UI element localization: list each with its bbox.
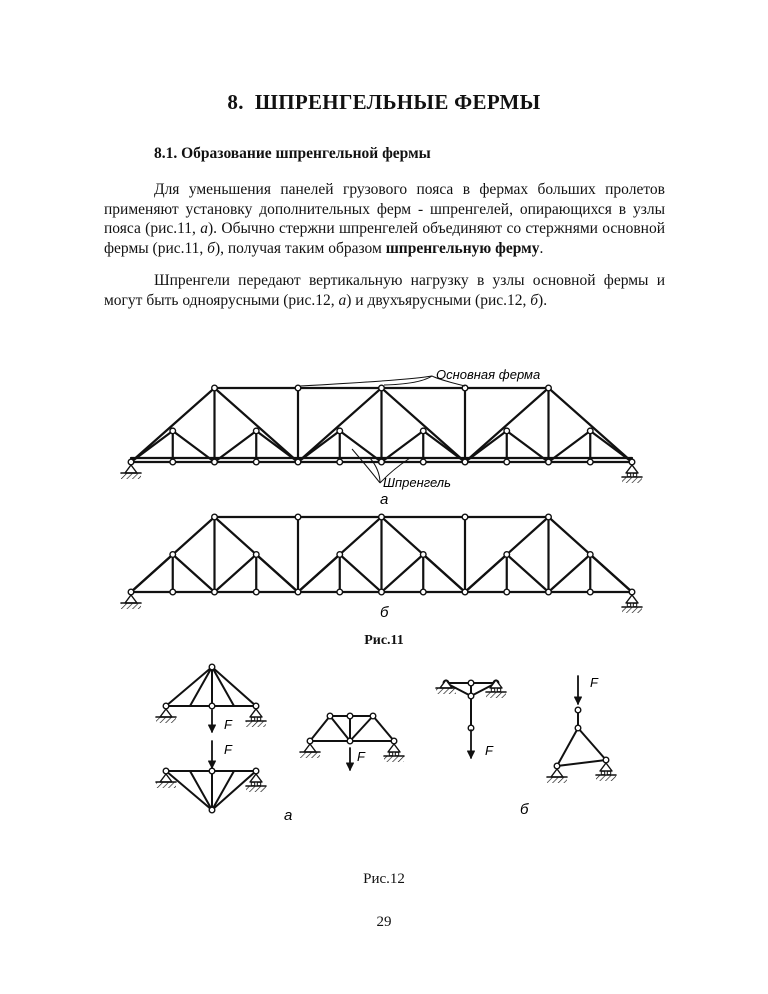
truss-node	[420, 552, 426, 558]
truss-node	[337, 589, 343, 595]
truss-member	[423, 555, 465, 593]
pin-support	[547, 769, 567, 783]
truss-member	[549, 555, 591, 593]
arrow-head	[468, 751, 475, 758]
truss-node	[587, 552, 593, 558]
subfig-11a-label: а	[380, 491, 389, 508]
arrow-head	[209, 761, 216, 768]
truss-member	[310, 716, 330, 741]
truss-member	[212, 771, 234, 810]
figure-12-drawing	[156, 664, 616, 813]
section-heading: 8.1. Образование шпренгельной фермы	[154, 145, 431, 162]
truss-node	[379, 385, 385, 391]
truss-member	[215, 555, 257, 593]
truss-node	[546, 514, 552, 520]
force-label-4: F	[485, 743, 493, 758]
truss-node	[554, 763, 560, 769]
truss-node	[212, 385, 218, 391]
truss-node	[379, 459, 385, 465]
truss-node	[347, 738, 353, 744]
subfig-12a-label: а	[284, 807, 293, 824]
subfig-11b-label: б	[380, 604, 389, 621]
truss-node	[253, 552, 259, 558]
truss-member	[330, 716, 350, 741]
truss-node	[170, 589, 176, 595]
figure-12-caption: Рис.12	[363, 871, 405, 887]
truss-node	[337, 552, 343, 558]
truss-node	[163, 703, 169, 709]
truss-node	[212, 589, 218, 595]
paragraph-2: Шпренгели передают вертикальную нагрузку в узлы основной фермы и могут быть одноярусными (рис.12, а) и двухъярусными (рис.12, б).	[104, 272, 665, 309]
arrow-head	[209, 725, 216, 732]
truss-node	[462, 589, 468, 595]
truss-node	[253, 703, 259, 709]
roller-support	[622, 595, 642, 613]
truss-node	[504, 552, 510, 558]
truss-node	[468, 693, 474, 699]
truss-node	[546, 589, 552, 595]
truss-node	[468, 680, 474, 686]
truss-member	[557, 728, 578, 766]
truss-node	[379, 514, 385, 520]
truss-node	[327, 713, 333, 719]
roller-support	[246, 709, 266, 727]
truss-member	[298, 555, 340, 593]
truss-node	[504, 428, 510, 434]
truss-member	[256, 555, 298, 593]
force-label-5: F	[590, 675, 598, 690]
label-sprengel: Шпренгель	[383, 475, 451, 490]
truss-node	[295, 589, 301, 595]
truss-node	[209, 768, 215, 774]
truss-node	[379, 589, 385, 595]
truss-node	[575, 707, 581, 713]
truss-node	[347, 713, 353, 719]
truss-member	[465, 555, 507, 593]
truss-node	[128, 459, 134, 465]
pin-support	[156, 709, 176, 723]
force-label-3: F	[357, 749, 365, 764]
truss-b	[121, 514, 642, 613]
truss-node	[337, 428, 343, 434]
truss-node	[253, 428, 259, 434]
truss-node	[546, 459, 552, 465]
truss-member	[190, 771, 212, 810]
roller-support	[622, 465, 642, 483]
truss-node	[307, 738, 313, 744]
truss-node	[587, 589, 593, 595]
figure-11-caption: Рис.11	[364, 633, 404, 648]
truss-node	[209, 703, 215, 709]
truss-node	[253, 589, 259, 595]
label-main-truss: Основная ферма	[436, 367, 541, 382]
truss-member	[350, 716, 373, 741]
pin-support	[121, 595, 141, 609]
pin-support	[121, 465, 141, 479]
truss-node	[420, 589, 426, 595]
truss-node	[337, 459, 343, 465]
truss-member	[557, 760, 606, 766]
truss-node	[209, 664, 215, 670]
truss-node	[170, 428, 176, 434]
truss-member	[173, 555, 215, 593]
truss-node	[170, 459, 176, 465]
roller-support	[596, 763, 616, 781]
truss-member	[590, 555, 632, 593]
truss-node	[420, 459, 426, 465]
truss-node	[546, 385, 552, 391]
truss-member	[373, 716, 394, 741]
truss-node	[587, 459, 593, 465]
force-label-2: F	[224, 742, 232, 757]
roller-support	[384, 744, 404, 762]
truss-node	[587, 428, 593, 434]
arrow-head	[575, 697, 582, 704]
truss-node	[209, 807, 215, 813]
truss-member	[131, 555, 173, 593]
force-label-1: F	[224, 717, 232, 732]
page-number: 29	[376, 914, 392, 930]
truss-node	[575, 725, 581, 731]
truss-node	[163, 768, 169, 774]
truss-member	[507, 555, 549, 593]
truss-member	[212, 667, 256, 706]
truss-member	[166, 667, 212, 706]
truss-node	[462, 514, 468, 520]
truss-node	[629, 459, 635, 465]
truss-node	[170, 552, 176, 558]
truss-node	[295, 385, 301, 391]
truss-node	[504, 589, 510, 595]
truss-node	[391, 738, 397, 744]
truss-node	[370, 713, 376, 719]
subfig-12b-label: б	[520, 801, 529, 818]
paragraph-1: Для уменьшения панелей грузового пояса в фермах больших пролетов применяют установку дополнительных ферм - шпренгелей, опирающихся в узлы пояса (рис.11, а). Обычно стержни шпренгелей объединяют со стержнями основной фермы (рис.11, б), получая таким образом шпренгельную ферму.	[104, 181, 665, 257]
truss-node	[504, 459, 510, 465]
truss-node	[295, 459, 301, 465]
truss-node	[462, 459, 468, 465]
truss-node	[212, 459, 218, 465]
truss-member	[578, 728, 606, 760]
arrow-head	[347, 763, 354, 770]
truss-member	[382, 555, 424, 593]
truss-node	[420, 428, 426, 434]
truss-member	[340, 555, 382, 593]
truss-node	[253, 459, 259, 465]
truss-member	[190, 667, 212, 706]
truss-node	[128, 589, 134, 595]
truss-node	[212, 514, 218, 520]
truss-node	[629, 589, 635, 595]
truss-member	[212, 667, 234, 706]
truss-member	[166, 771, 212, 810]
pin-support	[300, 744, 320, 758]
truss-a	[121, 385, 642, 483]
truss-node	[253, 768, 259, 774]
chapter-heading: 8. ШПРЕНГЕЛЬНЫЕ ФЕРМЫ	[227, 90, 541, 114]
truss-node	[603, 757, 609, 763]
truss-node	[295, 514, 301, 520]
